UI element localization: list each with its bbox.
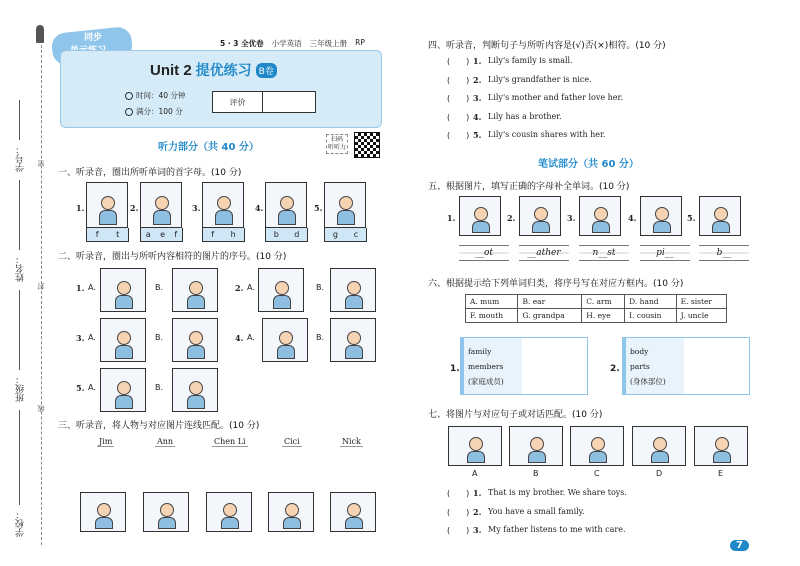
clock-icon [125, 92, 133, 100]
rocket-icon [36, 25, 44, 43]
q7-answer-paren[interactable]: ( ) [447, 507, 470, 517]
q2-option-a-picture[interactable] [100, 318, 146, 362]
q5-item-number: 5. [687, 213, 696, 223]
q6-title: 六、根据提示给下列单词归类，将序号写在对应方框内。(10 分) [428, 279, 684, 289]
q2-option-a-picture[interactable] [100, 268, 146, 312]
qr-label-1: 扫码 [331, 136, 344, 143]
letter-option[interactable]: a [145, 230, 151, 239]
q7-picture[interactable] [632, 426, 686, 466]
q3-picture[interactable] [268, 492, 314, 532]
person-icon [155, 196, 169, 210]
body-icon [345, 345, 363, 359]
q6-box1[interactable] [460, 337, 588, 395]
q7-item-number: 3. [473, 525, 482, 535]
body-icon [215, 210, 233, 225]
q4-item-number: 1. [473, 56, 482, 66]
q4-item-number: 4. [473, 111, 482, 122]
q4-sentence: Lily's family is small. [488, 56, 573, 65]
title-label: 提优练习 [195, 63, 252, 79]
body-icon [589, 451, 607, 463]
q4-answer-paren[interactable]: ( ) [447, 75, 470, 85]
q4-item-number: 3. [473, 93, 482, 103]
q5-writing-line[interactable]: __ot [459, 245, 509, 261]
eval-label: 评价 [213, 92, 263, 112]
qr-label [326, 134, 348, 154]
q7-picture-label: D [656, 469, 663, 478]
q2-title: 二、听录音，圈出与所听内容相符的图片的序号。(10 分) [58, 252, 287, 262]
q6-word-cell: C. arm [582, 295, 625, 309]
class-field[interactable] [19, 290, 20, 370]
q7-picture[interactable] [448, 426, 502, 466]
person-icon [279, 331, 293, 345]
q6-word-cell: D. hand [625, 295, 677, 309]
q7-picture[interactable] [570, 426, 624, 466]
person-icon [280, 196, 294, 210]
person-icon [474, 207, 488, 221]
cut-mark-close: 封 [37, 283, 45, 290]
q7-picture-label: B [533, 469, 539, 478]
q1-letter-options [265, 228, 308, 242]
q7-picture-label: A [472, 469, 478, 478]
q4-answer-paren[interactable]: ( ) [447, 94, 470, 103]
q1-item-number: 5. [314, 203, 323, 213]
q6-word-cell: E. sister [676, 295, 726, 309]
q1-title: 一、听录音，圈出所听单词的首字母。(10 分) [58, 168, 242, 178]
body-icon [99, 210, 117, 225]
q7-title: 七、将图片与对应句子或对话匹配。(10 分) [428, 410, 603, 420]
q7-sentence: My father listens to me with care. [488, 525, 626, 534]
q2-option-b-picture[interactable] [172, 318, 218, 362]
body-icon [653, 221, 671, 233]
person-icon [591, 437, 605, 451]
listening-heading: 听力部分（共 40 分） [158, 142, 259, 153]
q6-word-cell: H. eye [582, 309, 625, 323]
q7-picture[interactable] [694, 426, 748, 466]
q1-item-number: 3. [192, 203, 201, 213]
class-label: 班级： [16, 375, 26, 402]
q6-word-cell: J. uncle [676, 309, 726, 323]
person-icon [594, 207, 608, 221]
person-icon [101, 196, 115, 210]
qr-code-icon[interactable] [354, 132, 380, 158]
check-icon [125, 108, 133, 116]
person-icon [347, 281, 361, 295]
q1-picture [202, 182, 244, 228]
q1-letter-options [86, 228, 129, 242]
q2-option-a-label[interactable]: A. [88, 383, 96, 392]
q2-option-a-label[interactable]: A. [88, 283, 96, 292]
q2-option-b-picture[interactable] [172, 268, 218, 312]
school-label: 学校： [16, 510, 26, 537]
q4-answer-paren[interactable]: ( ) [447, 57, 470, 66]
unit-label: Unit 2 [150, 61, 192, 79]
q7-sentence: You have a small family. [488, 506, 585, 516]
q6-word-cell: I. cousin [625, 309, 677, 323]
qr-label-2: 听听力 [328, 144, 347, 151]
q6-box2-l2: parts [630, 362, 650, 371]
q4-item-number: 2. [473, 74, 482, 85]
q3-name-label[interactable]: Cici [284, 437, 300, 446]
q1-item-number: 4. [255, 203, 264, 213]
body-icon [651, 451, 669, 463]
body-icon [115, 395, 133, 409]
q3-picture[interactable] [80, 492, 126, 532]
body-icon [712, 221, 730, 233]
q6-box2-l1: body [630, 347, 649, 356]
body-icon [95, 517, 113, 529]
name-field[interactable] [19, 180, 20, 250]
q6-word-table [465, 294, 727, 323]
body-icon [713, 451, 731, 463]
cut-mark-line: 线 [37, 405, 45, 412]
q5-picture [699, 196, 741, 236]
q5-picture [459, 196, 501, 236]
body-icon [532, 221, 550, 233]
person-icon [285, 503, 299, 517]
person-icon [530, 437, 544, 451]
level-badge: B卷 [256, 63, 277, 78]
body-icon [283, 517, 301, 529]
person-icon [347, 331, 361, 345]
letter-option[interactable]: h [230, 230, 236, 239]
q6-word-row [466, 295, 727, 309]
q4-item-number: 5. [473, 130, 482, 140]
eval-box[interactable] [212, 91, 316, 113]
q3-name-label[interactable]: Nick [342, 437, 361, 446]
q6-word-cell: B. ear [518, 295, 582, 309]
person-icon [117, 331, 131, 345]
body-icon [345, 517, 363, 529]
header-bar [220, 38, 365, 49]
person-icon [347, 503, 361, 517]
person-icon [189, 331, 203, 345]
body-icon [472, 221, 490, 233]
page-number: 7 [730, 540, 749, 551]
body-icon [337, 210, 355, 225]
q2-item-number: 3. [76, 333, 85, 343]
q5-picture [640, 196, 682, 236]
q6-box2-label [626, 338, 684, 394]
q4-title: 四、听录音，判断句子与所听内容是(√)否(×)相符。(10 分) [428, 41, 666, 51]
q1-picture [86, 182, 128, 228]
person-icon [653, 437, 667, 451]
letter-option[interactable]: f [174, 230, 178, 239]
q7-item-number: 1. [473, 488, 482, 498]
cut-mark-seal: 密 [37, 160, 45, 167]
person-icon [655, 207, 669, 221]
person-icon [160, 503, 174, 517]
q4-sentence: Lily's grandfather is nice. [488, 74, 592, 84]
q6-box1-l3: (家庭成员) [468, 377, 504, 386]
q5-item-number: 1. [447, 213, 456, 223]
q5-writing-line[interactable]: __ather [519, 245, 569, 261]
q4-sentence: Lily's mother and father love her. [488, 93, 623, 102]
q3-picture[interactable] [143, 492, 189, 532]
q5-writing-line[interactable]: n__st [579, 245, 629, 261]
q6-word-cell: A. mum [466, 295, 518, 309]
q4-sentence: Lily has a brother. [488, 111, 562, 121]
q7-sentence: That is my brother. We share toys. [488, 488, 627, 497]
person-icon [117, 381, 131, 395]
q5-writing-line[interactable]: pi__ [640, 245, 690, 261]
score-text: 满分：100 分 [136, 107, 183, 116]
body-icon [115, 345, 133, 359]
q2-option-a-picture[interactable] [262, 318, 308, 362]
q1-item-number: 2. [130, 203, 139, 213]
letter-option[interactable]: c [353, 230, 359, 239]
q6-box1-l1: family [468, 347, 492, 356]
person-icon [217, 196, 231, 210]
person-icon [469, 437, 483, 451]
time-info [125, 90, 185, 101]
school-field[interactable] [19, 410, 20, 505]
body-icon [187, 295, 205, 309]
time-text: 时间：40 分钟 [136, 91, 186, 100]
q5-picture [519, 196, 561, 236]
q2-option-b-picture[interactable] [330, 268, 376, 312]
name-label: 姓名： [16, 255, 26, 282]
q2-option-b-label[interactable]: B. [155, 333, 164, 342]
letter-option[interactable]: e [160, 230, 165, 239]
q3-name-label[interactable]: Ann [157, 437, 174, 446]
body-icon [345, 295, 363, 309]
subject-name: 小学英语 [271, 39, 302, 48]
q3-title: 三、听录音，将人物与对应图片连线匹配。(10 分) [58, 421, 260, 431]
q2-option-a-picture[interactable] [100, 368, 146, 412]
q1-picture [140, 182, 182, 228]
q6-word-cell: F. mouth [466, 309, 518, 323]
q6-box2-l3: (身体部位) [630, 377, 666, 386]
q7-answer-paren[interactable]: ( ) [447, 526, 470, 535]
q7-picture[interactable] [509, 426, 563, 466]
q7-item-number: 2. [473, 506, 482, 517]
letter-option[interactable]: t [116, 230, 120, 239]
q7-picture-label: E [718, 469, 724, 478]
q2-option-b-label[interactable]: B. [155, 283, 164, 292]
score-info [125, 106, 183, 117]
q7-answer-paren[interactable]: ( ) [447, 489, 470, 498]
series-name: 5 · 3 全优卷 [220, 39, 264, 48]
q2-option-a-label[interactable]: A. [247, 333, 255, 342]
person-icon [189, 281, 203, 295]
body-icon [278, 210, 296, 225]
q2-item-number: 2. [235, 283, 244, 293]
q7-picture-label: C [594, 469, 600, 478]
q1-letter-options [202, 228, 245, 242]
letter-option[interactable]: f [211, 230, 215, 239]
q1-picture [265, 182, 307, 228]
person-icon [714, 207, 728, 221]
q2-option-b-label[interactable]: B. [316, 333, 325, 342]
q6-box2-number: 2. [610, 364, 620, 374]
q1-letter-options [324, 228, 367, 242]
q3-name-label[interactable]: Jim [99, 437, 113, 446]
q2-item-number: 5. [76, 383, 85, 393]
body-icon [592, 221, 610, 233]
body-icon [467, 451, 485, 463]
body-icon [273, 295, 291, 309]
q2-option-a-label[interactable]: A. [88, 333, 96, 342]
title-row [150, 60, 277, 80]
student-no-field[interactable] [19, 100, 20, 140]
q2-option-b-label[interactable]: B. [316, 283, 325, 292]
person-icon [223, 503, 237, 517]
body-icon [221, 517, 239, 529]
person-icon [189, 381, 203, 395]
q2-option-a-label[interactable]: A. [247, 283, 255, 292]
person-icon [275, 281, 289, 295]
q2-option-b-label[interactable]: B. [155, 383, 164, 392]
body-icon [528, 451, 546, 463]
q6-word-row [466, 309, 727, 323]
person-icon [339, 196, 353, 210]
q1-picture [324, 182, 366, 228]
badge-line1: 同步 [84, 33, 103, 43]
q4-sentence: Lily's cousin shares with her. [488, 130, 606, 139]
q2-option-b-picture[interactable] [330, 318, 376, 362]
letter-option[interactable]: f [95, 230, 99, 239]
letter-option[interactable]: d [294, 230, 300, 239]
q5-item-number: 3. [567, 213, 576, 223]
q2-option-b-picture[interactable] [172, 368, 218, 412]
q6-box1-number: 1. [450, 364, 460, 374]
q2-item-number: 1. [76, 283, 85, 293]
body-icon [187, 395, 205, 409]
q6-box1-l2: members [468, 362, 504, 371]
body-icon [277, 345, 295, 359]
person-icon [534, 207, 548, 221]
q4-answer-paren[interactable]: ( ) [447, 112, 470, 122]
edition-name: RP [355, 38, 365, 47]
person-icon [117, 281, 131, 295]
q3-picture[interactable] [206, 492, 252, 532]
q5-item-number: 4. [628, 213, 637, 223]
body-icon [115, 295, 133, 309]
body-icon [153, 210, 171, 225]
body-icon [187, 345, 205, 359]
q6-box2[interactable] [622, 337, 750, 395]
student-no-label: 学号： [16, 145, 26, 172]
q6-box1-label [464, 338, 522, 394]
person-icon [715, 437, 729, 451]
q1-item-number: 1. [76, 203, 85, 213]
written-heading: 笔试部分（共 60 分） [538, 159, 639, 170]
q2-item-number: 4. [235, 333, 244, 343]
q6-word-cell: G. grandpa [518, 309, 582, 323]
q5-writing-line[interactable]: b__ [699, 245, 749, 261]
q3-picture[interactable] [330, 492, 376, 532]
letter-option[interactable]: b [273, 230, 279, 239]
q1-letter-options [140, 228, 183, 242]
q5-title: 五、根据图片，填写正确的字母补全单词。(10 分) [428, 182, 630, 192]
binding-line [41, 40, 42, 545]
letter-option[interactable]: g [332, 230, 338, 239]
person-icon [97, 503, 111, 517]
q5-picture [579, 196, 621, 236]
q4-answer-paren[interactable]: ( ) [447, 131, 470, 140]
q3-name-label[interactable]: Chen Li [214, 437, 246, 446]
body-icon [158, 517, 176, 529]
grade-name: 三年级上册 [309, 39, 348, 48]
q2-option-a-picture[interactable] [258, 268, 304, 312]
q5-item-number: 2. [507, 213, 516, 223]
